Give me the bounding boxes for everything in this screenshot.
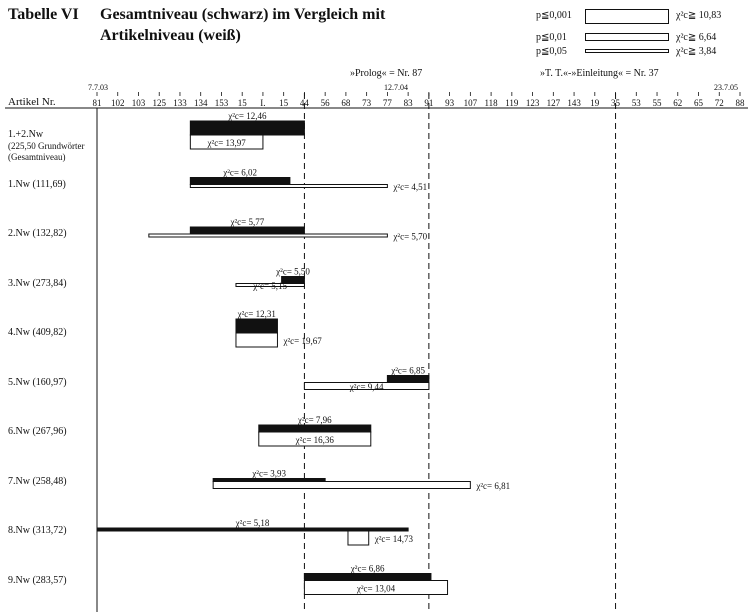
artikel-bar	[348, 531, 369, 545]
x-tick-label: 73	[362, 98, 372, 108]
gesamt-chi-label: χ²c= 6,86	[350, 563, 385, 574]
artikel-chi-label: χ²c= 16,36	[295, 435, 334, 445]
x-tick-label: 15	[237, 98, 247, 108]
x-tick-label: 93	[445, 98, 455, 108]
x-tick-label: 68	[341, 98, 351, 108]
chart-title-line1: Gesamtniveau (schwarz) im Vergleich mit	[100, 6, 386, 23]
gesamt-chi-label: χ²c= 12,31	[237, 309, 276, 319]
legend-p-3: p≦0,05	[536, 46, 567, 57]
gesamt-chi-label: χ²c= 7,96	[297, 415, 332, 425]
prolog-marker-label: »Prolog« = Nr. 87	[350, 68, 423, 79]
x-tick-label: 102	[110, 98, 125, 108]
x-tick-label: 72	[714, 98, 724, 108]
x-tick-label: 19	[590, 98, 600, 108]
artikel-bar	[190, 185, 387, 188]
x-tick-label: 133	[173, 98, 187, 108]
row-label: 5.Nw (160,97)	[8, 376, 67, 388]
row-label: 3.Nw (273,84)	[8, 277, 67, 289]
row-label: 8.Nw (313,72)	[8, 525, 67, 536]
date-mid-label: 12.7.04	[384, 83, 408, 92]
row-label: 9.Nw (283,57)	[8, 574, 67, 586]
gesamt-chi-label: χ²c= 5,50	[276, 266, 310, 277]
x-tick-label: 56	[320, 98, 330, 108]
x-tick-label: 44	[299, 98, 309, 108]
legend-chi-2: χ²c≧ 6,64	[676, 32, 717, 43]
x-tick-label: 35	[611, 98, 621, 108]
gesamt-bar	[259, 425, 371, 432]
artikel-chi-label: χ²c= 4,51	[393, 182, 428, 192]
x-tick-label: 62	[673, 98, 683, 108]
x-tick-label: 81	[92, 98, 102, 108]
gesamt-bar	[304, 574, 431, 581]
artikel-chi-label: χ²c= 9,44	[349, 382, 384, 392]
x-tick-label: 119	[505, 98, 519, 108]
artikel-chi-label: χ²c= 14,73	[374, 534, 413, 544]
row-sublabel: (Gesamtniveau)	[8, 152, 66, 162]
x-tick-label: 127	[546, 98, 561, 108]
row-label: 4.Nw (409,82)	[8, 327, 67, 338]
x-tick-label: 15	[279, 98, 289, 108]
artikel-chi-label: χ²c= 5,15	[253, 281, 288, 291]
x-tick-label: 91	[424, 98, 434, 108]
x-tick-label: 123	[525, 98, 540, 108]
x-tick-label: 143	[567, 98, 581, 108]
gesamt-chi-label: χ²c= 3,93	[252, 468, 287, 479]
x-tick-label: 83	[403, 98, 413, 108]
gesamt-bar	[190, 121, 304, 135]
gesamt-chi-label: χ²c= 5,77	[230, 217, 265, 227]
x-tick-label: 118	[484, 98, 498, 108]
artikel-chi-label: χ²c= 13,97	[207, 138, 246, 148]
gesamt-chi-label: χ²c= 6,02	[223, 167, 258, 178]
x-tick-label: 77	[382, 98, 392, 108]
x-tick-label: 107	[463, 98, 478, 108]
artikel-bar	[213, 482, 470, 489]
gesamt-bar	[387, 376, 428, 383]
row-label: 1.+2.Nw	[8, 129, 44, 140]
row-label: 7.Nw (258,48)	[8, 475, 67, 487]
row-label: 6.Nw (267,96)	[8, 426, 67, 437]
gesamt-chi-label: χ²c= 6,85	[391, 365, 426, 376]
chart-title-line2: Artikelniveau (weiß)	[100, 27, 241, 44]
x-tick-label: 88	[735, 98, 745, 108]
x-tick-label: 125	[152, 98, 166, 108]
gesamt-bar	[236, 319, 277, 333]
gesamt-bar	[190, 227, 304, 234]
row-label: 1.Nw (111,69)	[8, 178, 66, 190]
date-end-label: 23.7.05	[714, 83, 738, 92]
legend-p-2: p≦0,01	[536, 32, 567, 43]
artikel-chi-label: χ²c= 5,70	[393, 231, 428, 242]
legend-p-1: p≦0,001	[536, 10, 572, 21]
x-tick-label: 153	[214, 98, 229, 108]
x-tick-label: 53	[631, 98, 641, 108]
artikel-chi-label: χ²c= 19,67	[283, 336, 322, 346]
table-label: Tabelle VI	[8, 6, 79, 23]
gesamt-bar	[190, 178, 290, 185]
x-tick-label: 103	[131, 98, 146, 108]
x-tick-label: 134	[193, 98, 208, 108]
date-start-label: 7.7.03	[88, 83, 108, 92]
row-sublabel: (225,50 Grundwörter	[8, 141, 85, 151]
legend-chi-1: χ²c≧ 10,83	[676, 10, 722, 21]
einleitung-marker-label: »T. T.«-»Einleitung« = Nr. 37	[540, 68, 659, 79]
x-tick-label: I.	[260, 98, 266, 108]
artikel-bar	[149, 234, 388, 237]
row-label: 2.Nw (132,82)	[8, 228, 67, 239]
artikel-chi-label: χ²c= 13,04	[356, 583, 396, 594]
x-tick-label: 55	[652, 98, 662, 108]
artikel-bar	[236, 333, 277, 347]
y-axis-label: Artikel Nr.	[8, 96, 56, 108]
artikel-chi-label: χ²c= 6,81	[476, 481, 511, 491]
gesamt-chi-label: χ²c= 5,18	[235, 518, 270, 528]
x-tick-label: 65	[694, 98, 704, 108]
gesamt-chi-label: χ²c= 12,46	[228, 111, 267, 121]
legend-chi-3: χ²c≧ 3,84	[676, 46, 717, 57]
